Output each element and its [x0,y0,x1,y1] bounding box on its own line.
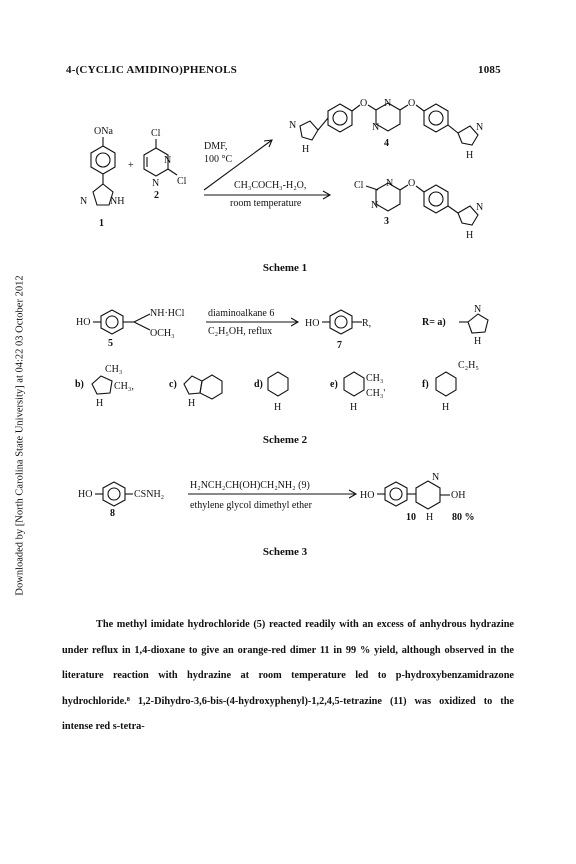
plus-sign: + [128,160,134,171]
p4-o-left: O [360,98,368,109]
reactant2-n1: N [164,155,172,166]
compound-7-label: 7 [337,340,342,351]
p4-h-left: H [302,144,310,155]
sub-f-label: f) [422,379,429,390]
sub-e-h: H [350,402,358,413]
compound-2-label: 2 [154,190,159,201]
cond-bottom-1: CH₃COCH₃-H₂O, [234,180,307,191]
s3-ho-right: HO [360,490,375,501]
reactant1-n: N [80,196,88,207]
sub-d-label: d) [254,379,263,390]
s2-cond-bottom: C₂H₅OH, reflux [208,326,273,337]
scheme-2-label: Scheme 2 [262,434,308,446]
compound-4-label: 4 [384,138,389,149]
p3-n2: N [371,200,379,211]
s3-cond-bottom: ethylene glycol dimethyl ether [190,500,312,511]
compound-10-label: 10 [406,512,416,523]
p4-h-right: H [466,150,474,161]
reactant2-cl-top: Cl [151,128,161,139]
s2-nh-hcl: NH·HCl [150,308,185,319]
compound-8-label: 8 [110,508,115,519]
s2-cond-top: diaminoalkane 6 [208,308,275,319]
sub-f-c2h5: C₂H₅ [458,360,479,371]
scheme-3-label: Scheme 3 [262,546,308,558]
p4-n1: N [384,98,392,109]
s3-h: H [426,512,434,523]
sub-b-ch3-comma: CH₃, [114,381,134,392]
cond-bottom-2: room temperature [230,198,302,209]
cond-top-1: DMF, [204,141,228,152]
scheme-1-label: Scheme 1 [262,262,308,274]
page-number: 1085 [478,64,501,76]
sub-e-ch3-top: CH₃ [366,373,384,384]
p4-o-right: O [408,98,416,109]
sub-c-h: H [188,398,196,409]
compound-3-label: 3 [384,216,389,227]
p3-o: O [408,178,416,189]
s2-ho-right: HO [305,318,320,329]
sub-b-label: b) [75,379,84,390]
s2-a-n: N [474,304,482,315]
s2-ho-left: HO [76,317,91,328]
p3-n-right: N [476,202,484,213]
p4-n-right: N [476,122,484,133]
download-note: Downloaded by [North Carolina State University] at 04:22 03 October 2012 [14,275,26,596]
s2-product-r: R, [362,318,372,329]
sub-b-ch3-top: CH₃ [105,364,123,375]
compound-5-label: 5 [108,338,113,349]
s3-n: N [432,472,440,483]
reactant1-ona: ONa [94,126,113,137]
s3-csnh2: CSNH₂ [134,489,165,500]
p4-n-left: N [289,120,297,131]
p4-n2: N [372,122,380,133]
s3-cond-top: H₂NCH₂CH(OH)CH₂NH₂ (9) [190,480,310,491]
running-title: 4-(CYCLIC AMIDINO)PHENOLS [66,64,237,76]
p3-h-right: H [466,230,474,241]
s3-yield: 80 % [452,512,475,523]
sub-f-h: H [442,402,450,413]
sub-e-label: e) [330,379,338,390]
compound-1-label: 1 [99,218,104,229]
s3-oh: OH [451,490,466,501]
sub-d-h: H [274,402,282,413]
s3-ho-left: HO [78,489,93,500]
s2-a-h: H [474,336,482,347]
reactant2-n2: N [152,178,160,189]
r-definition: R= a) [422,317,446,328]
reactant1-nh: NH [110,196,125,207]
reactant2-cl-right: Cl [177,176,187,187]
sub-c-label: c) [169,379,177,390]
body-paragraph [62,612,514,740]
p3-n1: N [386,178,394,189]
paragraph-text: The methyl imidate hydrochloride (5) reacted readily with an excess of anhydrous hydrazine under reflux in 1,4-dioxane to give an orange-red dimer 11 in 99 % yield, although observed in the literature reaction with hydrazine at room temperature led to p-hydroxybenzamidrazone hydrochloride.⁸ 1,2-Dihydro-3,6-bis-(4-hydroxyphenyl)-1,2,4,5-tetrazine (11) was oxidized to the intense red s-tetra- [62,619,514,733]
p3-cl: Cl [354,180,364,191]
cond-top-2: 100 °C [204,154,233,165]
sub-b-h: H [96,398,104,409]
sub-e-ch3-bottom: CH₃' [366,388,386,399]
s2-och3: OCH₃ [150,328,175,339]
